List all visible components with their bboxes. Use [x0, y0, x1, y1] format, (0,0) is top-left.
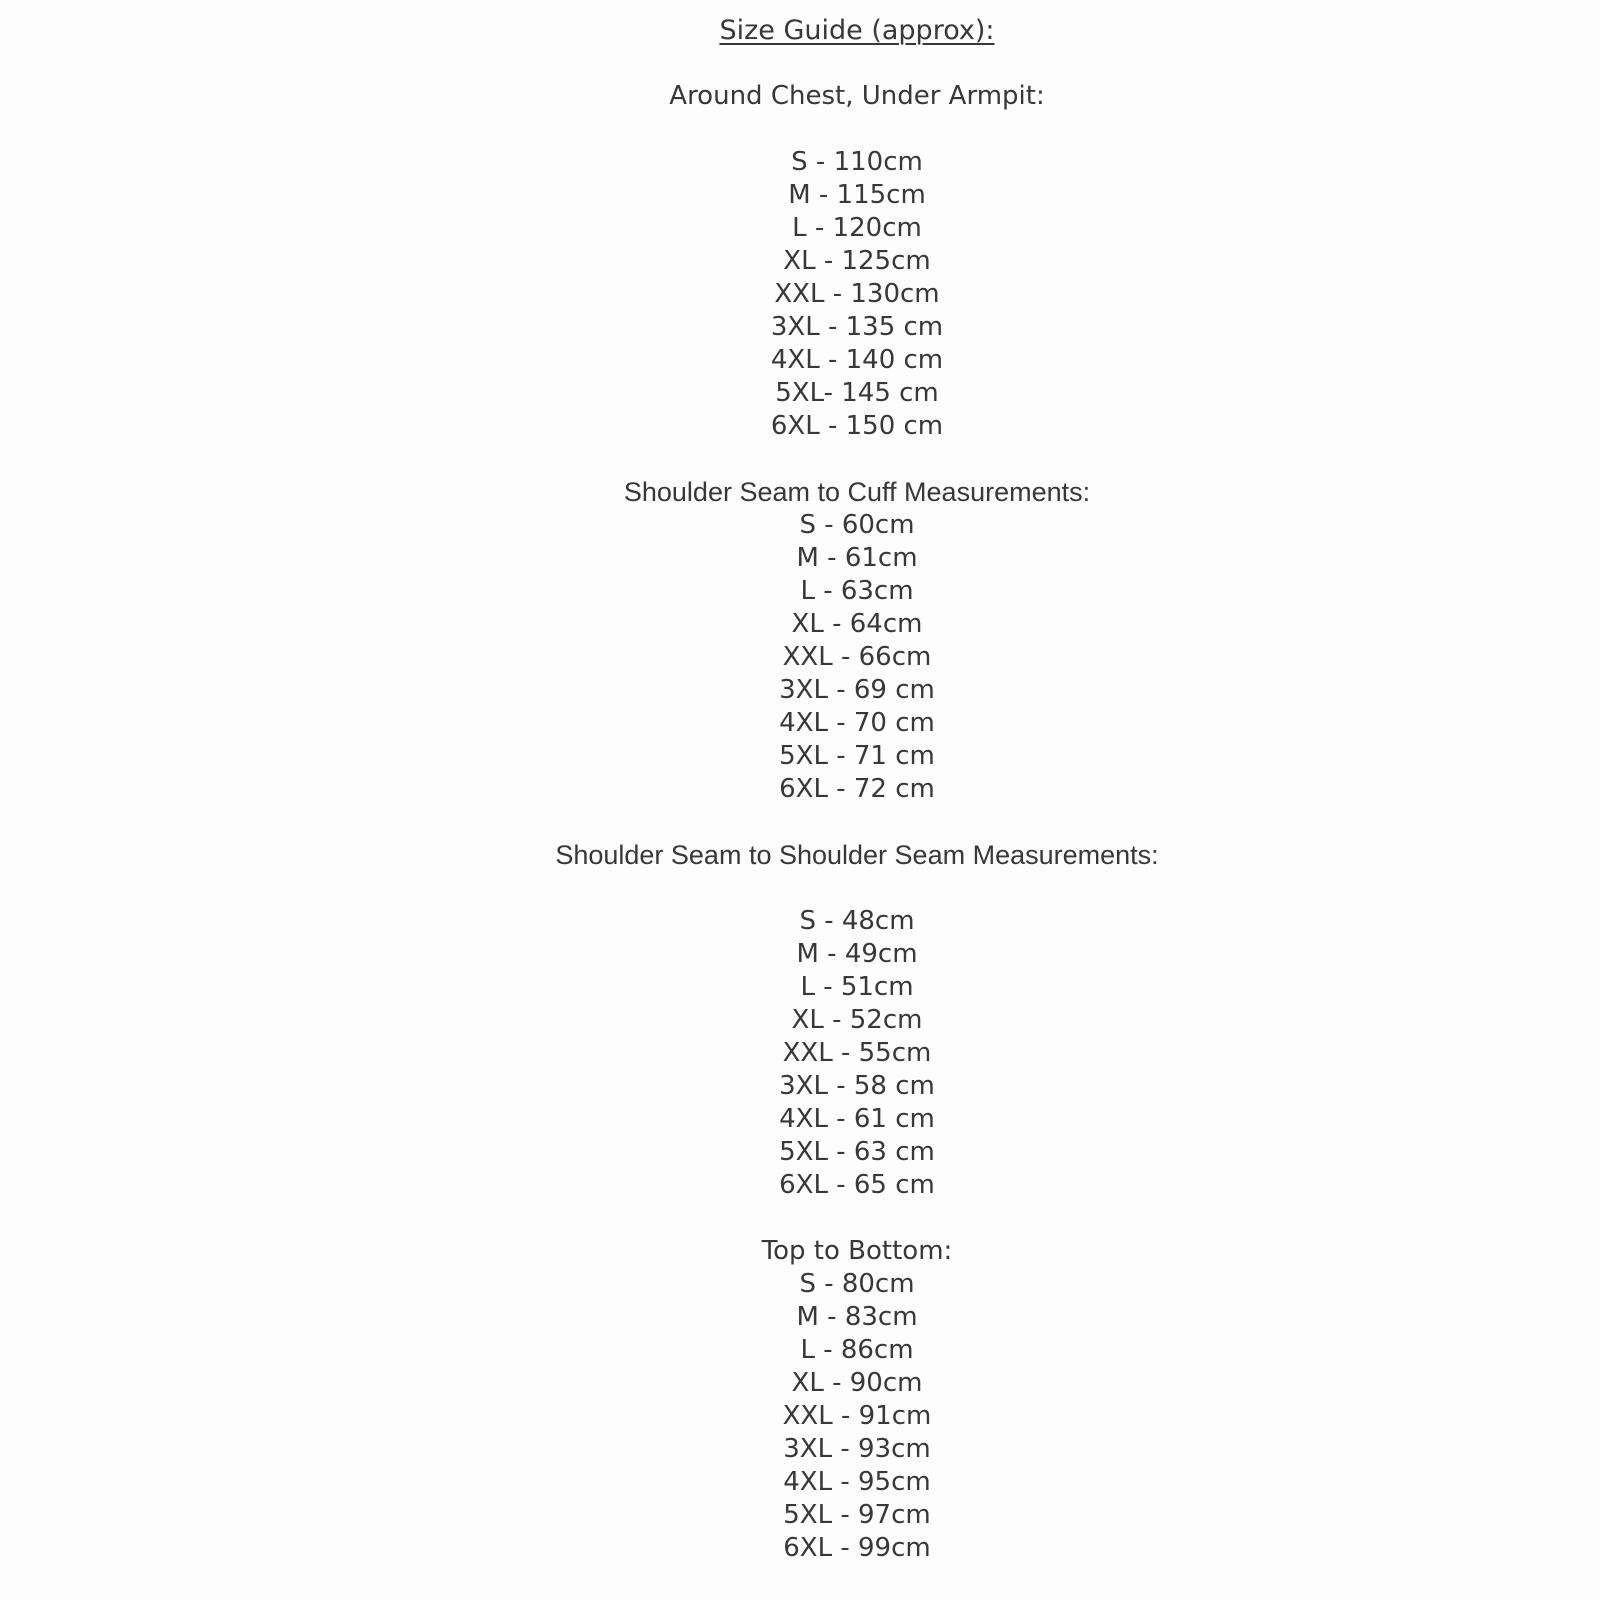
size-line: 4XL - 140 cm	[770, 345, 944, 375]
section-items-around-chest	[114, 146, 1600, 443]
size-line: 6XL - 65 cm	[779, 1170, 935, 1200]
size-line: L - 120cm	[792, 213, 922, 243]
size-line: 6XL - 99cm	[783, 1533, 931, 1563]
size-line: 3XL - 69 cm	[779, 675, 935, 705]
size-line: 6XL - 72 cm	[779, 774, 935, 804]
size-line: XXL - 91cm	[782, 1401, 932, 1431]
size-guide-document	[114, 0, 1600, 1565]
page-title: Size Guide (approx):	[719, 15, 995, 46]
section-top-to-bottom	[114, 1235, 1600, 1565]
size-line: M - 49cm	[796, 939, 918, 969]
section-heading-shoulder-to-shoulder: Shoulder Seam to Shoulder Seam Measurements:	[555, 840, 1159, 870]
size-line: XL - 64cm	[791, 609, 923, 639]
section-items-shoulder-to-cuff	[114, 509, 1600, 806]
size-line: 3XL - 58 cm	[779, 1071, 935, 1101]
size-line: S - 80cm	[799, 1269, 915, 1299]
section-heading-top-to-bottom: Top to Bottom:	[761, 1236, 953, 1266]
section-shoulder-to-cuff	[114, 476, 1600, 806]
size-line: XL - 52cm	[791, 1005, 923, 1035]
size-line: 3XL - 135 cm	[770, 312, 944, 342]
size-line: XL - 90cm	[791, 1368, 923, 1398]
size-line: 4XL - 61 cm	[779, 1104, 935, 1134]
size-line: 4XL - 70 cm	[779, 708, 935, 738]
size-line: 4XL - 95cm	[783, 1467, 931, 1497]
section-shoulder-to-shoulder	[114, 839, 1600, 1202]
size-line: S - 48cm	[799, 906, 915, 936]
section-heading-around-chest: Around Chest, Under Armpit:	[669, 81, 1045, 111]
section-heading-shoulder-to-cuff: Shoulder Seam to Cuff Measurements:	[623, 477, 1091, 507]
size-line: M - 61cm	[796, 543, 918, 573]
size-line: M - 115cm	[788, 180, 926, 210]
section-items-shoulder-to-shoulder	[114, 905, 1600, 1202]
section-items-top-to-bottom	[114, 1268, 1600, 1565]
size-line: 5XL - 97cm	[783, 1500, 931, 1530]
section-around-chest	[114, 80, 1600, 443]
size-line: L - 51cm	[800, 972, 914, 1002]
size-line: 6XL - 150 cm	[770, 411, 944, 441]
size-line: M - 83cm	[796, 1302, 918, 1332]
size-line: L - 86cm	[800, 1335, 914, 1365]
size-line: XXL - 55cm	[782, 1038, 932, 1068]
size-line: 5XL - 63 cm	[779, 1137, 935, 1167]
size-line: 5XL - 71 cm	[779, 741, 935, 771]
size-line: 3XL - 93cm	[783, 1434, 931, 1464]
size-line: 5XL- 145 cm	[775, 378, 939, 408]
size-line: S - 110cm	[791, 147, 923, 177]
size-line: XL - 125cm	[783, 246, 931, 276]
size-line: XXL - 130cm	[774, 279, 940, 309]
size-line: XXL - 66cm	[782, 642, 932, 672]
size-line: S - 60cm	[799, 510, 915, 540]
size-line: L - 63cm	[800, 576, 914, 606]
